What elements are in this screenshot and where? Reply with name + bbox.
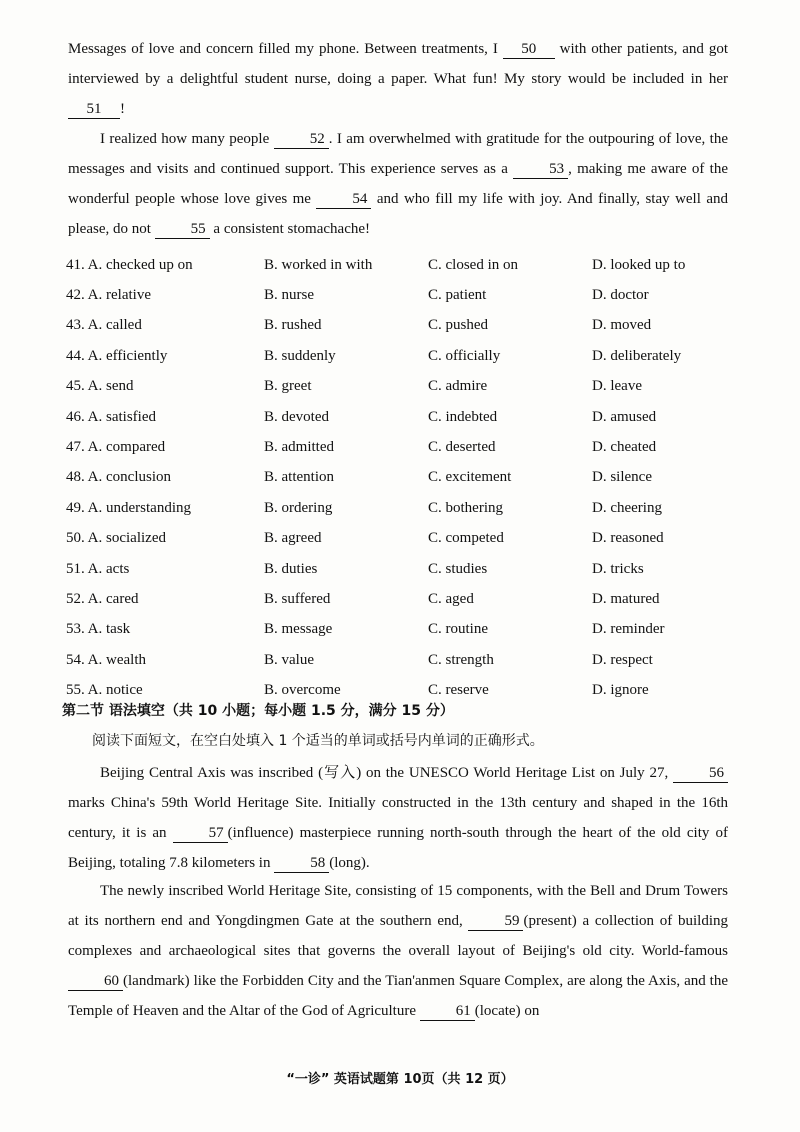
blank-53: 53	[513, 160, 568, 179]
option-row: 46. A. satisfied B. devoted C. indebted D. amused	[66, 408, 657, 425]
blank-55: 55	[155, 220, 210, 239]
blank-61: 61	[420, 1002, 475, 1021]
section-heading: 第二节 语法填空（共 10 小题；每小题 1.5 分，满分 15 分）	[62, 703, 454, 719]
option-row: 52. A. cared B. suffered C. aged D. matured	[66, 590, 660, 607]
paragraph: Messages of love and concern filled my phone. Between treatments, I 50 with other patients, and got interviewed by a delightful student nurse, doing a paper. What fun! My story would be included in her 51 !	[68, 41, 729, 117]
option-row: 42. A. relative B. nurse C. patient D. doctor	[66, 287, 649, 304]
blank-59: 59	[468, 912, 523, 931]
option-row: 41. A. checked up on B. worked in with C. closed in on D. looked up to	[66, 256, 686, 273]
paragraph: The newly inscribed World Heritage Site, consisting of 15 components, with the Bell and Drum Towers at its northern end and Yongdingmen Gate at the southern end, 59 (present) a collection of building complexes and archaeological sites that governs the overall layout of Beijing's old city. World-famous 60 (landmark) like the Forbidden City and the Tian'anmen Square Complex, are along the Axis, and the Temple of Heaven and the Altar of the God of Agriculture 61 (locate) on	[68, 883, 728, 1019]
section-instruction: 阅读下面短文，在空白处填入 1 个适当的单词或括号内单词的正确形式。	[92, 733, 544, 749]
page-footer: “一诊” 英语试题第 10页（共 12 页）	[286, 1072, 514, 1087]
blank-56: 56	[673, 764, 728, 783]
blank-50: 50	[503, 40, 555, 59]
option-row: 49. A. understanding B. ordering C. bothering D. cheering	[66, 499, 662, 516]
blank-57: 57	[173, 824, 228, 843]
option-row: 44. A. efficiently B. suddenly C. officially D. deliberately	[66, 347, 682, 364]
blank-58: 58	[274, 854, 329, 873]
passage-grammar-fill	[68, 758, 728, 878]
option-row: 50. A. socialized B. agreed C. competed D. reasoned	[66, 530, 664, 547]
passage-cloze-ending	[68, 34, 728, 244]
option-row: 43. A. called B. rushed C. pushed D. moved	[66, 317, 652, 334]
option-row: 47. A. compared B. admitted C. deserted D. cheated	[66, 439, 657, 456]
option-row: 55. A. notice B. overcome C. reserve D. ignore	[66, 682, 649, 699]
blank-52: 52	[274, 130, 329, 149]
answer-options-table	[66, 250, 746, 706]
option-row: 53. A. task B. message C. routine D. reminder	[66, 621, 665, 638]
option-row: 48. A. conclusion B. attention C. excitement D. silence	[66, 469, 652, 486]
blank-60: 60	[68, 972, 123, 991]
option-row: 54. A. wealth B. value C. strength D. respect	[66, 651, 653, 668]
paragraph: Beijing Central Axis was inscribed (写入) on the UNESCO World Heritage List on July 27, 56 marks China's 59th World Heritage Site. Initially constructed in the 13th century and shaped in the 16th century, it is an 57 (influence) masterpiece running north-south through the heart of the old city of Beijing, totaling 7.8 kilometers in 58 (long).	[68, 765, 728, 871]
paragraph: I realized how many people 52 . I am overwhelmed with gratitude for the outpouring of love, the messages and visits and continued support. This experience serves as a 53 , making me aware of the wonderful people whose love gives me 54 and who fill my life with joy. And finally, stay well and please, do not 55 a consistent stomachache!	[68, 131, 728, 237]
option-row: 51. A. acts B. duties C. studies D. tricks	[66, 560, 644, 577]
blank-54: 54	[316, 190, 371, 209]
passage-grammar-fill-2	[68, 876, 728, 1026]
option-row: 45. A. send B. greet C. admire D. leave	[66, 378, 642, 395]
blank-51: 51	[68, 100, 120, 119]
